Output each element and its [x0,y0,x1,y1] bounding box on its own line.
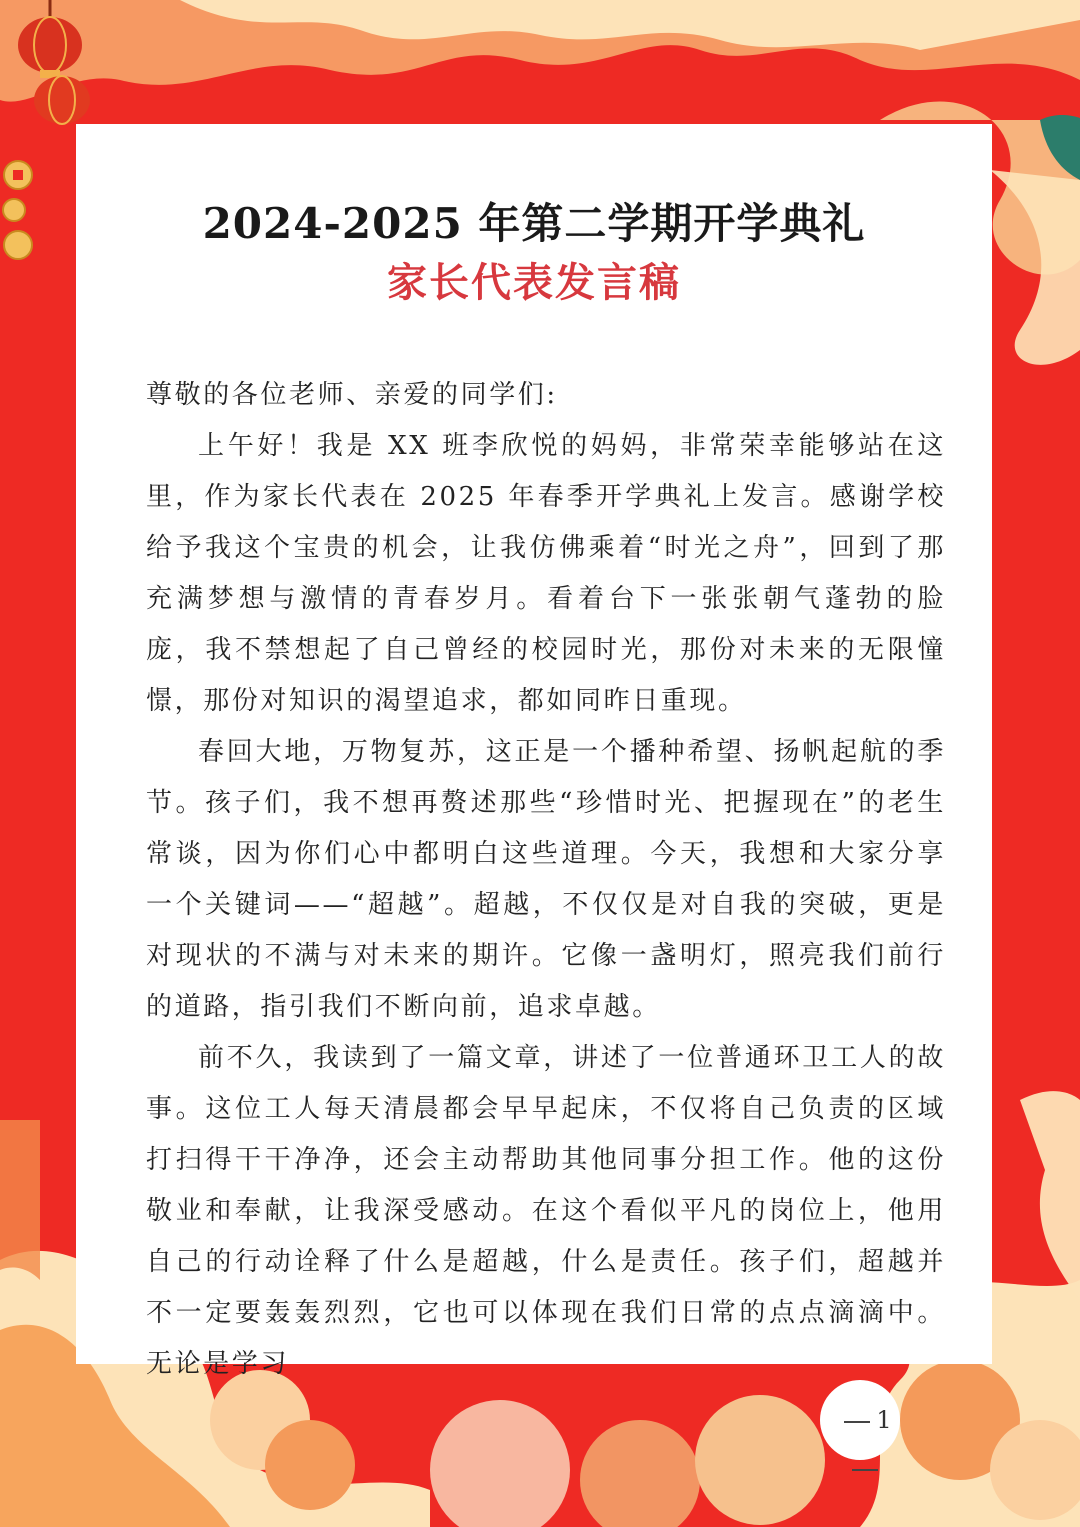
page-number [820,1396,910,1444]
paragraph: 春回大地，万物复苏，这正是一个播种希望、扬帆起航的季节。孩子们，我不想再赘述那些“珍惜时光、把握现在”的老生常谈，因为你们心中都明白这些道理。今天，我想和大家分享一个关键词——“超越”。超越，不仅仅是对自我的突破，更是对现状的不满与对未来的期许。它像一盏明灯，照亮我们前行的道路，指引我们不断向前，追求卓越。 [146,737,946,1022]
paragraph: 上午好！我是 XX 班李欣悦的妈妈，非常荣幸能够站在这里，作为家长代表在 2025 年春季开学典礼上发言。感谢学校给予我这个宝贵的机会，让我仿佛乘着“时光之舟”，回到了那充满梦想与激情的青春岁月。看着台下一张张朝气蓬勃的脸庞，我不禁想起了自己曾经的校园时光，那份对未来的无限憧憬，那份对知识的渴望追求，都如同昨日重现。 [146,431,946,716]
document-title: 2024-2025 年第二学期开学典礼 [202,199,866,248]
dash-right [852,1469,878,1471]
document-page [76,124,992,1379]
document-body [146,370,946,1390]
page-number-value: 1 [876,1406,892,1434]
dash-left [844,1421,870,1423]
salutation: 尊敬的各位老师、亲爱的同学们: [146,380,558,410]
document-subtitle: 家长代表发言稿 [387,259,681,306]
paragraph: 前不久，我读到了一篇文章，讲述了一位普通环卫工人的故事。这位工人每天清晨都会早早起床，不仅将自己负责的区域打扫得干干净净，还会主动帮助其他同事分担工作。他的这份敬业和奉献，让我深受感动。在这个看似平凡的岗位上，他用自己的行动诠释了什么是超越，什么是责任。孩子们，超越并不一定要轰轰烈烈，它也可以体现在我们日常的点点滴滴中。无论是学习 [146,1043,946,1379]
